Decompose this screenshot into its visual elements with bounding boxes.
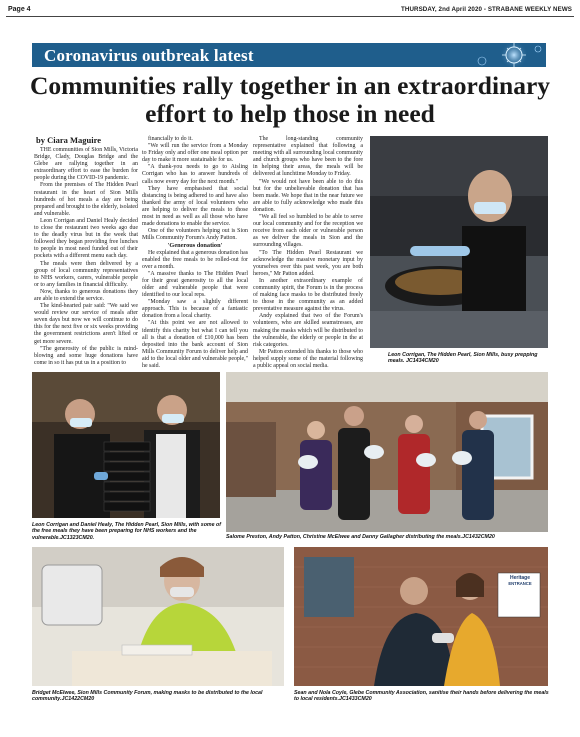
photo-meals-stack: [32, 372, 220, 518]
photo-volunteers: [226, 372, 548, 532]
paragraph: financially to do it.: [148, 136, 193, 142]
photo-mask-making: [32, 547, 284, 686]
paragraph: He explained that a generous donation has enabled the free meals to be rolled-out for over a month.: [142, 249, 248, 270]
paragraph: The long-standing community representative explained that following a meeting with all surrounding local community and church groups who have been to the fore in helping their areas, the meals will be delivered at lunchtime Monday to Friday.: [253, 136, 363, 178]
paragraph: The meals were then delivered by a group of local community representatives to NHS workers, carers, vulnerable people or to any families in financial difficulty.: [34, 260, 138, 288]
caption-photo-4: Bridget McElwee, Sion Mills Community Forum, making masks to be distributed to the local community.JC1422CM20: [32, 690, 263, 703]
paragraph: Now, thanks to generous donations they are able to extend the service.: [34, 288, 138, 302]
paragraph: "The generosity of the public is mind-blowing and some huge donations have come in so it has put us in a position to: [34, 345, 138, 366]
caption-photo-5: Sean and Nola Coyle, Glebe Community Association, sanitise their hands before delivering the meals to local residents.JC1433CM20: [294, 690, 549, 703]
paragraph: "We all feel so humbled to be able to serve our local community and for the reception we receive from each older or vulnerable person as we deliver the meals in Sion and the surrounding villages.: [253, 214, 363, 249]
paragraph: "A thank-you needs to go to Aisling Corrigan who has to answer hundreds of calls now every day for the next month.": [142, 164, 248, 185]
article-column-1: [34, 147, 138, 367]
paragraph: In another extraordinary example of community spirit, the Forum is in the process of making face masks to be distributed freely to those in the community as an added preventative measure against the virus.: [253, 277, 363, 313]
header-rule: [6, 16, 574, 17]
paragraph: From the premises of The Hidden Pearl restaurant in the heart of Sion Mills hundreds of hot meals a day are being prepared and brought to the elderly, isolated and vulnerable.: [34, 182, 138, 217]
page-number: Page 4: [8, 6, 31, 13]
photo-chef-cooking: [370, 136, 548, 348]
headline: Communities rally together in an extraordinary effort to help those in need: [29, 71, 551, 128]
paragraph: "A massive thanks to The Hidden Pearl for their great generosity to all the local older and vulnerable people that were identified to our local reps.: [142, 270, 248, 299]
article-column-3: [253, 136, 363, 370]
paragraph: "We would not have been able to do this but for the unbelievable donation that has been made. We hope that in the near future we are able to fully acknowledge who made this donation.: [253, 178, 363, 213]
caption-photo-1: Leon Corrigan, The Hidden Pearl, Sion Mills, busy prepping meals. JC1434CM20: [388, 352, 538, 365]
heritage-sign: [500, 576, 540, 586]
caption-photo-2: Leon Corrigan and Daniel Healy, The Hidden Pearl, Sion Mills, with some of the free meals they have been preparing for NHS workers and the vulnerable.JC1323CM20.: [32, 522, 222, 541]
paragraph: "We will run the service from a Monday to Friday only and offer one meal option per day to make it more sustainable for us.: [142, 143, 248, 164]
paragraph: "Monday saw a slightly different approach. This is because of a fantastic donation from a local charity.: [142, 299, 248, 320]
subheading: 'Generous donation': [167, 242, 223, 250]
photo-sanitising: [294, 547, 548, 686]
article-column-2: [142, 136, 248, 370]
paragraph: One of the volunteers helping out is Sion Mills Community Forum's Andy Patton.: [142, 228, 248, 242]
paragraph: They have emphasised that social distancing is being adhered to and have also thanked the army of local volunteers who are helping to deliver the meals to those most in need as well as all those who have made donations to enable the service.: [142, 185, 248, 228]
paragraph: "To The Hidden Pearl Restaurant we acknowledge the massive monetary input by yourselves over this past week, you are both heroes," Mr Patton added.: [253, 249, 363, 277]
virus-icon: [452, 43, 546, 67]
heritage-sign-line2: ENTRANCE: [508, 581, 532, 586]
paragraph: "At this point we are not allowed to identify this charity but what I can tell you all is that a donation of £10,000 has been deposited into the bank account of Sion Mills Community Forum to deliver help and aid to the local older and vulnerable people," he said.: [142, 320, 248, 369]
caption-photo-3: Salome Preston, Andy Patton, Christine McElwee and Danny Gallagher distributing the meals.JC1432CM20: [226, 534, 495, 540]
heritage-sign-line1: Heritage: [509, 575, 530, 581]
paragraph: Andy explained that two of the Forum's volunteers, who are skilled seamstresses, are making the masks which will be distributed to the vulnerable, the elderly or people in the at risk categories.: [253, 313, 363, 348]
dateline: THURSDAY, 2nd April 2020 - STRABANE WEEKLY NEWS: [401, 6, 572, 13]
paragraph: Leon Corrigan and Daniel Healy decided to close the restaurant two weeks ago due to the deadly virus but in the week that followed they began providing free lunches to people in most need funded out of their pockets with a different menu each day.: [34, 217, 138, 260]
paragraph: The kind-hearted pair said: "We said we would review our service of meals after seven days but now we will continue to do this for the next five or six weeks providing the government restrictions aren't lifted or get more severe.: [34, 303, 138, 345]
paragraph: THE communities of Sion Mills, Victoria Bridge, Clady, Douglas Bridge and the Glebe are rallying together in an extraordinary effort to ease the burden for people during the COVID-19 pandemic.: [34, 147, 138, 182]
byline: by Ciara Maguire: [36, 135, 102, 145]
paragraph: Mr Patton extended his thanks to those who helped supply some of the material following a public appeal on social media.: [253, 348, 363, 369]
section-banner-title: Coronavirus outbreak latest: [44, 46, 254, 65]
